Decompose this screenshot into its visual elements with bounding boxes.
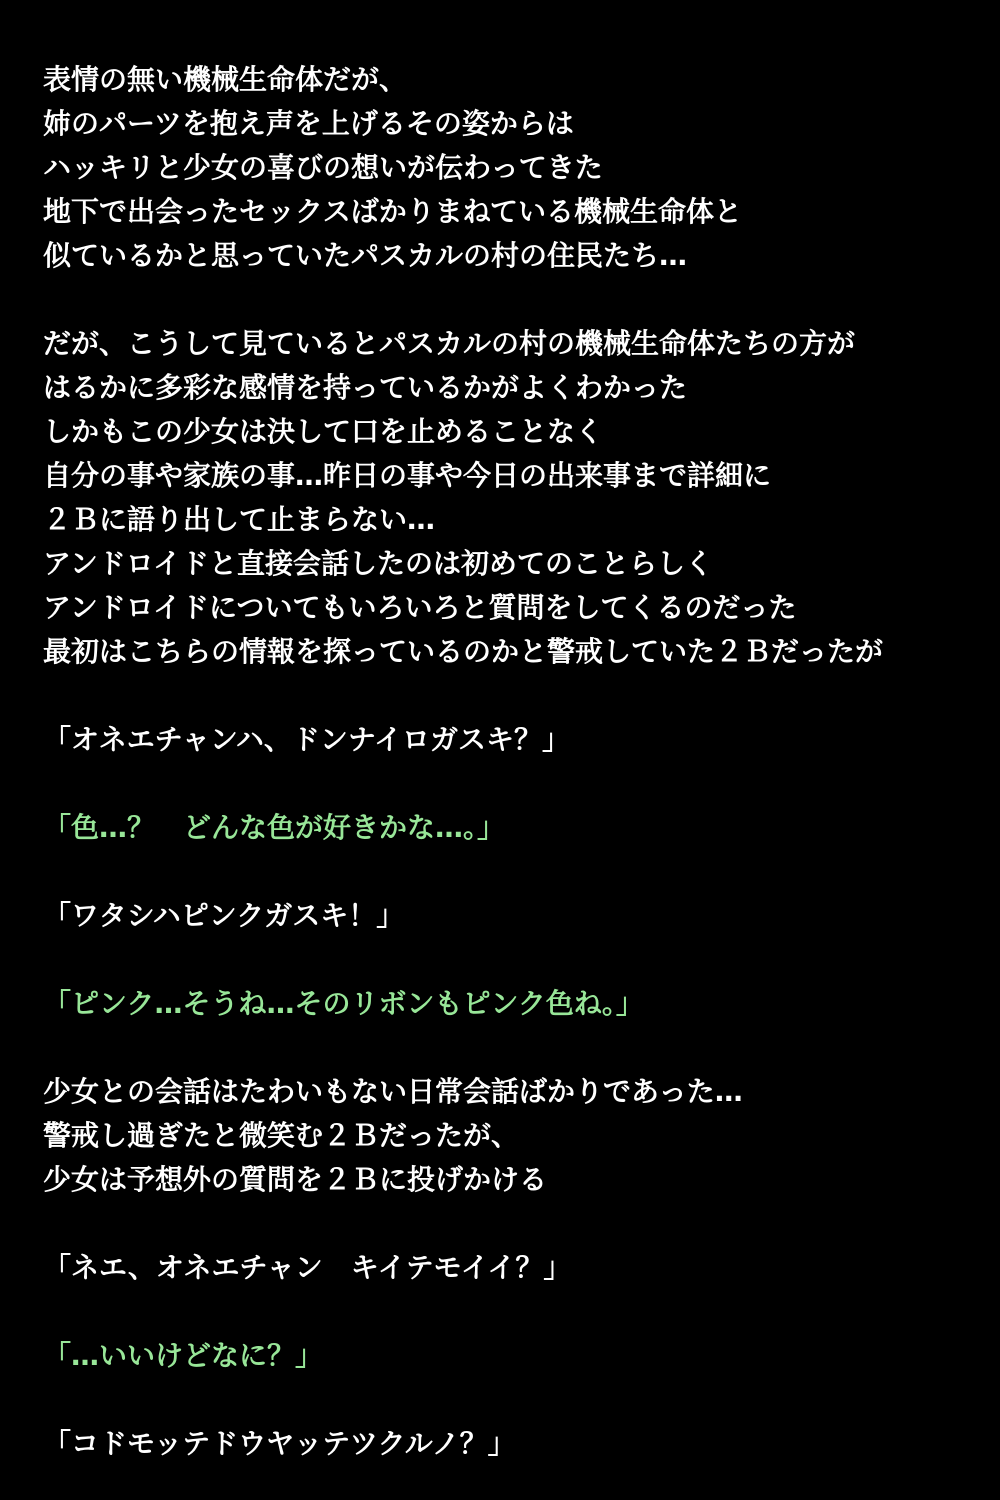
narration-paragraph xyxy=(43,1246,970,1290)
narration-paragraph xyxy=(43,1422,970,1466)
text-line: はるかに多彩な感情を持っているかがよくわかった xyxy=(43,371,688,404)
paragraph-list xyxy=(43,58,970,1466)
dialogue-paragraph-2b xyxy=(43,1334,970,1378)
text-line: 表情の無い機械生命体だが、 xyxy=(43,63,408,96)
text-line: 「ピンク…そうね…そのリボンもピンク色ね。」 xyxy=(43,987,644,1020)
text-line: 似ているかと思っていたパスカルの村の住民たち… xyxy=(43,239,688,272)
text-line: 少女は予想外の質問を２Ｂに投げかける xyxy=(43,1163,548,1196)
narration-paragraph xyxy=(43,718,970,762)
text-line: 「…いいけどなに？」 xyxy=(43,1339,324,1372)
text-line: 「ワタシハピンクガスキ！」 xyxy=(43,899,405,932)
dialogue-paragraph-2b xyxy=(43,982,970,1026)
text-line: しかもこの少女は決して口を止めることなく xyxy=(43,415,604,448)
text-line: ハッキリと少女の喜びの想いが伝わってきた xyxy=(43,151,603,184)
text-line: 少女との会話はたわいもない日常会話ばかりであった… xyxy=(43,1075,743,1108)
text-line: 「オネエチャンハ、ドンナイロガスキ？」 xyxy=(43,723,570,756)
text-line: アンドロイドについてもいろいろと質問をしてくるのだった xyxy=(43,591,797,624)
narration-paragraph xyxy=(43,322,970,674)
dialogue-paragraph-2b xyxy=(43,806,970,850)
narration-paragraph xyxy=(43,1070,970,1202)
text-line: 自分の事や家族の事…昨日の事や今日の出来事まで詳細に xyxy=(43,459,772,492)
text-line: 地下で出会ったセックスばかりまねている機械生命体と xyxy=(43,195,743,228)
text-line: 最初はこちらの情報を探っているのかと警戒していた２Ｂだったが xyxy=(43,635,884,668)
text-line: アンドロイドと直接会話したのは初めてのことらしく xyxy=(43,547,714,580)
narration-paragraph xyxy=(43,894,970,938)
text-line: 姉のパーツを抱え声を上げるその姿からは xyxy=(43,107,574,140)
narration-paragraph xyxy=(43,58,970,278)
text-line: だが、こうして見ているとパスカルの村の機械生命体たちの方が xyxy=(43,327,856,360)
text-line: 警戒し過ぎたと微笑む２Ｂだったが、 xyxy=(43,1119,520,1152)
text-line: 「コドモッテドウヤッテツクルノ？」 xyxy=(43,1427,516,1460)
text-line: 「色…？ どんな色が好きかな…。」 xyxy=(43,811,506,844)
text-line: ２Ｂに語り出して止まらない… xyxy=(43,503,436,536)
text-line: 「ネエ、オネエチャン キイテモイイ？」 xyxy=(43,1251,572,1284)
